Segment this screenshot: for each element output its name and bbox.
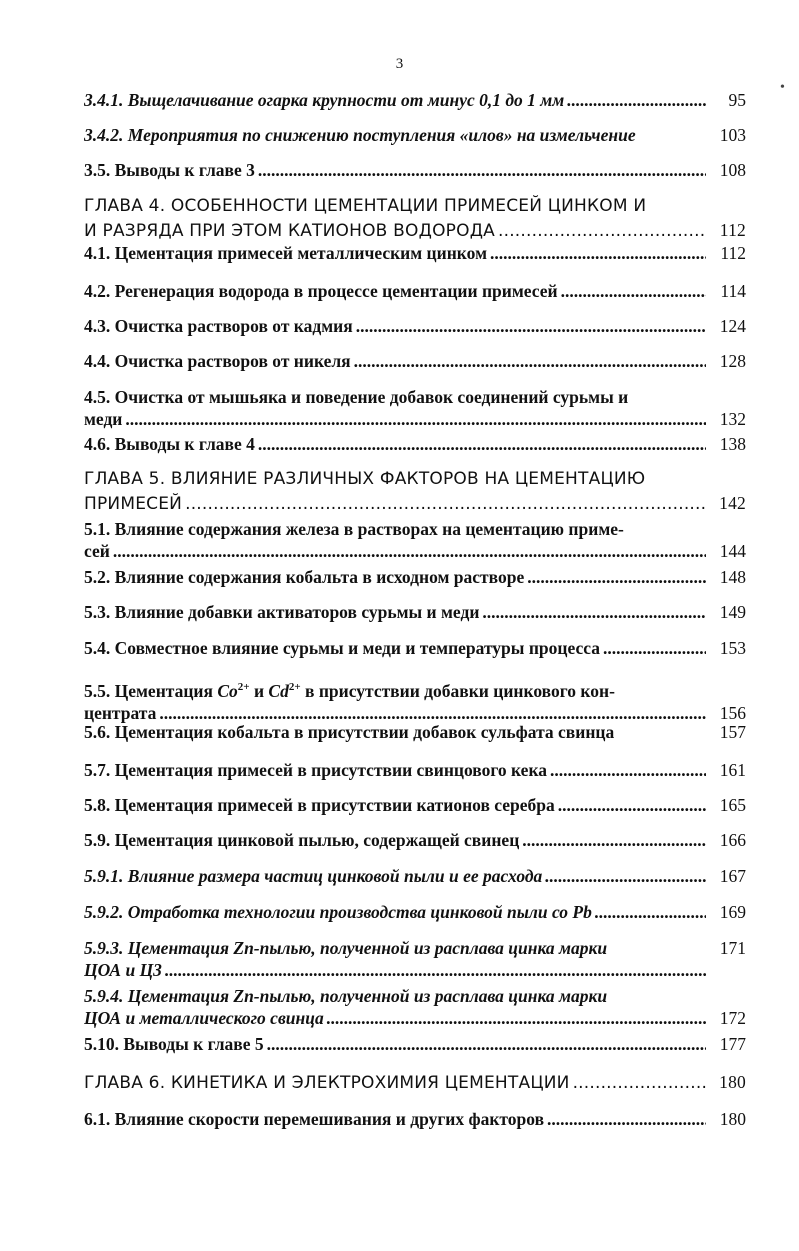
entry-title: 5.7. Цементация примесей в присутствии свинцового кека xyxy=(84,760,548,780)
toc-entry-3-4-2[interactable] xyxy=(84,124,746,146)
entry-page: 132 xyxy=(719,409,746,429)
leader-dots xyxy=(110,540,706,562)
chapter-title-line1: ГЛАВА 4. ОСОБЕННОСТИ ЦЕМЕНТАЦИИ ПРИМЕСЕЙ ЦИНКОМ И xyxy=(84,196,647,216)
entry-page: 95 xyxy=(728,90,746,110)
entry-title: 5.9.2. Отработка технологии производства цинковой пыли со Pb xyxy=(84,902,592,922)
leader-dots xyxy=(255,433,706,455)
toc-entry-5-6[interactable] xyxy=(84,721,746,743)
entry-page: 157 xyxy=(719,722,746,742)
entry-title-line1 xyxy=(84,676,746,702)
conjunction: и xyxy=(253,680,265,701)
entry-title: 4.6. Выводы к главе 4 xyxy=(84,434,255,454)
toc-entry-4-2[interactable] xyxy=(84,280,746,302)
entry-page: 153 xyxy=(719,638,746,658)
entry-page: 166 xyxy=(719,830,746,850)
entry-page: 112 xyxy=(720,243,746,263)
leader-dots xyxy=(264,1033,706,1055)
chapter-title: ГЛАВА 6. КИНЕТИКА И ЭЛЕКТРОХИМИЯ ЦЕМЕНТАЦИИ xyxy=(84,1073,570,1093)
toc-entry-3-4-1[interactable] xyxy=(84,89,746,111)
entry-title-line1: 4.5. Очистка от мышьяка и поведение добавок соединений сурьмы и xyxy=(84,387,629,407)
chapter-title-line1: ГЛАВА 5. ВЛИЯНИЕ РАЗЛИЧНЫХ ФАКТОРОВ НА ЦЕМЕНТАЦИЮ xyxy=(84,469,646,489)
entry-title-line2: меди xyxy=(84,409,123,429)
leader-dots xyxy=(547,759,706,781)
leader-dots xyxy=(353,315,706,337)
toc-entry-5-9-1[interactable] xyxy=(84,865,746,887)
leader-dots xyxy=(600,637,706,659)
entry-page: 165 xyxy=(719,795,746,815)
toc-entry-3-5[interactable] xyxy=(84,159,746,181)
leader-dots xyxy=(351,350,706,372)
entry-page: 167 xyxy=(719,866,746,886)
entry-title: 3.4.2. Мероприятия по снижению поступления «илов» на измельчение xyxy=(84,125,636,145)
entry-title-line2: ЦОА и Ц3 xyxy=(84,960,162,980)
entry-title-line1: 5.9.4. Цементация Zn-пылью, полученной из расплава цинка марки xyxy=(84,986,608,1006)
toc-chapter-4[interactable] xyxy=(84,194,746,243)
entry-title: 5.6. Цементация кобальта в присутствии добавок сульфата свинца xyxy=(84,722,615,742)
toc-entry-4-1[interactable] xyxy=(84,242,746,264)
entry-title: 4.3. Очистка растворов от кадмия xyxy=(84,316,353,336)
toc-entry-5-7[interactable] xyxy=(84,759,746,781)
entry-title: 4.4. Очистка растворов от никеля xyxy=(84,351,351,371)
cobalt-charge: 2+ xyxy=(237,681,250,693)
entry-page: 180 xyxy=(719,1072,746,1092)
toc-entry-5-9-2[interactable] xyxy=(84,901,746,923)
leader-dots xyxy=(487,242,706,264)
page-number: 3 xyxy=(395,56,404,72)
entry-page: 177 xyxy=(719,1034,746,1054)
leader-dots xyxy=(555,794,706,816)
leader-dots xyxy=(524,566,706,588)
chapter-title-line2: И РАЗРЯДА ПРИ ЭТОМ КАТИОНОВ ВОДОРОДА xyxy=(84,221,495,241)
toc-entry-5-8[interactable] xyxy=(84,794,746,816)
toc-entry-4-3[interactable] xyxy=(84,315,746,337)
entry-page: 172 xyxy=(719,1008,746,1028)
entry-page: 108 xyxy=(719,160,746,180)
entry-page: 142 xyxy=(719,493,746,513)
entry-title: 6.1. Влияние скорости перемешивания и других факторов xyxy=(84,1109,545,1129)
leader-dots xyxy=(519,829,706,851)
chapter-title-line2: ПРИМЕСЕЙ xyxy=(84,494,183,514)
toc-entry-5-2[interactable] xyxy=(84,566,746,588)
entry-title: 3.5. Выводы к главе 3 xyxy=(84,160,255,180)
leader-dots xyxy=(564,89,706,111)
toc-entry-5-9[interactable] xyxy=(84,829,746,851)
entry-title: 5.10. Выводы к главе 5 xyxy=(84,1034,264,1054)
toc-entry-5-1[interactable] xyxy=(84,518,746,562)
toc-entry-5-10[interactable] xyxy=(84,1033,746,1055)
leader-dots xyxy=(495,219,706,243)
toc-entry-5-4[interactable] xyxy=(84,637,746,659)
entry-page: 112 xyxy=(719,220,746,240)
toc-entry-4-5[interactable] xyxy=(84,386,746,430)
entry-page: 124 xyxy=(719,316,746,336)
toc-entry-5-5[interactable] xyxy=(84,676,746,724)
entry-title-line1: 5.1. Влияние содержания железа в растворах на цементацию приме- xyxy=(84,519,624,539)
cadmium-charge: 2+ xyxy=(288,681,301,693)
title-suffix: в присутствии добавки цинкового кон- xyxy=(305,680,615,701)
toc-entry-5-3[interactable] xyxy=(84,601,746,623)
leader-dots xyxy=(255,159,706,181)
entry-title: 5.9. Цементация цинковой пылью, содержащей свинец xyxy=(84,830,520,850)
entry-title-line2: ЦОА и металлического свинца xyxy=(84,1008,324,1028)
entry-page: 161 xyxy=(719,760,746,780)
scan-mark: • xyxy=(780,80,785,95)
entry-page: 156 xyxy=(719,702,746,723)
entry-title-line2: сей xyxy=(84,541,110,561)
entry-title-line2: центрата xyxy=(84,702,157,723)
entry-page: 128 xyxy=(719,351,746,371)
toc-entry-5-9-3[interactable] xyxy=(84,937,746,981)
entry-title: 3.4.1. Выщелачивание огарка крупности от минус 0,1 до 1 мм xyxy=(84,90,565,110)
leader-dots xyxy=(558,280,706,302)
entry-title: 4.1. Цементация примесей металлическим цинком xyxy=(84,243,487,263)
entry-page: 144 xyxy=(719,541,746,561)
toc-entry-5-9-4[interactable] xyxy=(84,985,746,1029)
entry-page: 103 xyxy=(719,125,746,145)
entry-title: 5.3. Влияние добавки активаторов сурьмы и меди xyxy=(84,602,480,622)
title-prefix: 5.5. Цементация xyxy=(84,680,213,701)
entry-title: 5.4. Совместное влияние сурьмы и меди и температуры процесса xyxy=(84,638,600,658)
leader-dots xyxy=(544,1108,706,1130)
entry-page: 149 xyxy=(719,602,746,622)
toc-chapter-6[interactable] xyxy=(84,1070,746,1095)
entry-page: 169 xyxy=(719,902,746,922)
toc-chapter-5[interactable] xyxy=(84,467,746,516)
toc-entry-6-1[interactable] xyxy=(84,1108,746,1130)
entry-page: 138 xyxy=(719,434,746,454)
entry-page: 180 xyxy=(719,1109,746,1129)
entry-title-line1: 5.9.3. Цементация Zn-пылью, полученной из расплава цинка марки xyxy=(84,938,608,958)
entry-page: 148 xyxy=(719,567,746,587)
entry-title: 5.8. Цементация примесей в присутствии катионов серебра xyxy=(84,795,555,815)
cadmium-symbol: Cd xyxy=(268,680,289,701)
toc-entry-4-4[interactable] xyxy=(84,350,746,372)
cobalt-symbol: Co xyxy=(217,680,238,701)
entry-page: 171 xyxy=(719,938,746,958)
entry-title: 5.9.1. Влияние размера частиц цинковой пыли и ее расхода xyxy=(84,866,543,886)
leader-dots xyxy=(162,959,706,981)
leader-dots xyxy=(122,408,706,430)
leader-dots xyxy=(479,601,706,623)
entry-page: 114 xyxy=(720,281,746,301)
leader-dots xyxy=(592,901,706,923)
leader-dots xyxy=(542,865,706,887)
leader-dots xyxy=(324,1007,706,1029)
entry-title: 5.2. Влияние содержания кобальта в исходном растворе xyxy=(84,567,525,587)
leader-dots xyxy=(182,492,706,516)
entry-title: 4.2. Регенерация водорода в процессе цементации примесей xyxy=(84,281,558,301)
toc-entry-4-6[interactable] xyxy=(84,433,746,455)
leader-dots xyxy=(570,1071,706,1095)
